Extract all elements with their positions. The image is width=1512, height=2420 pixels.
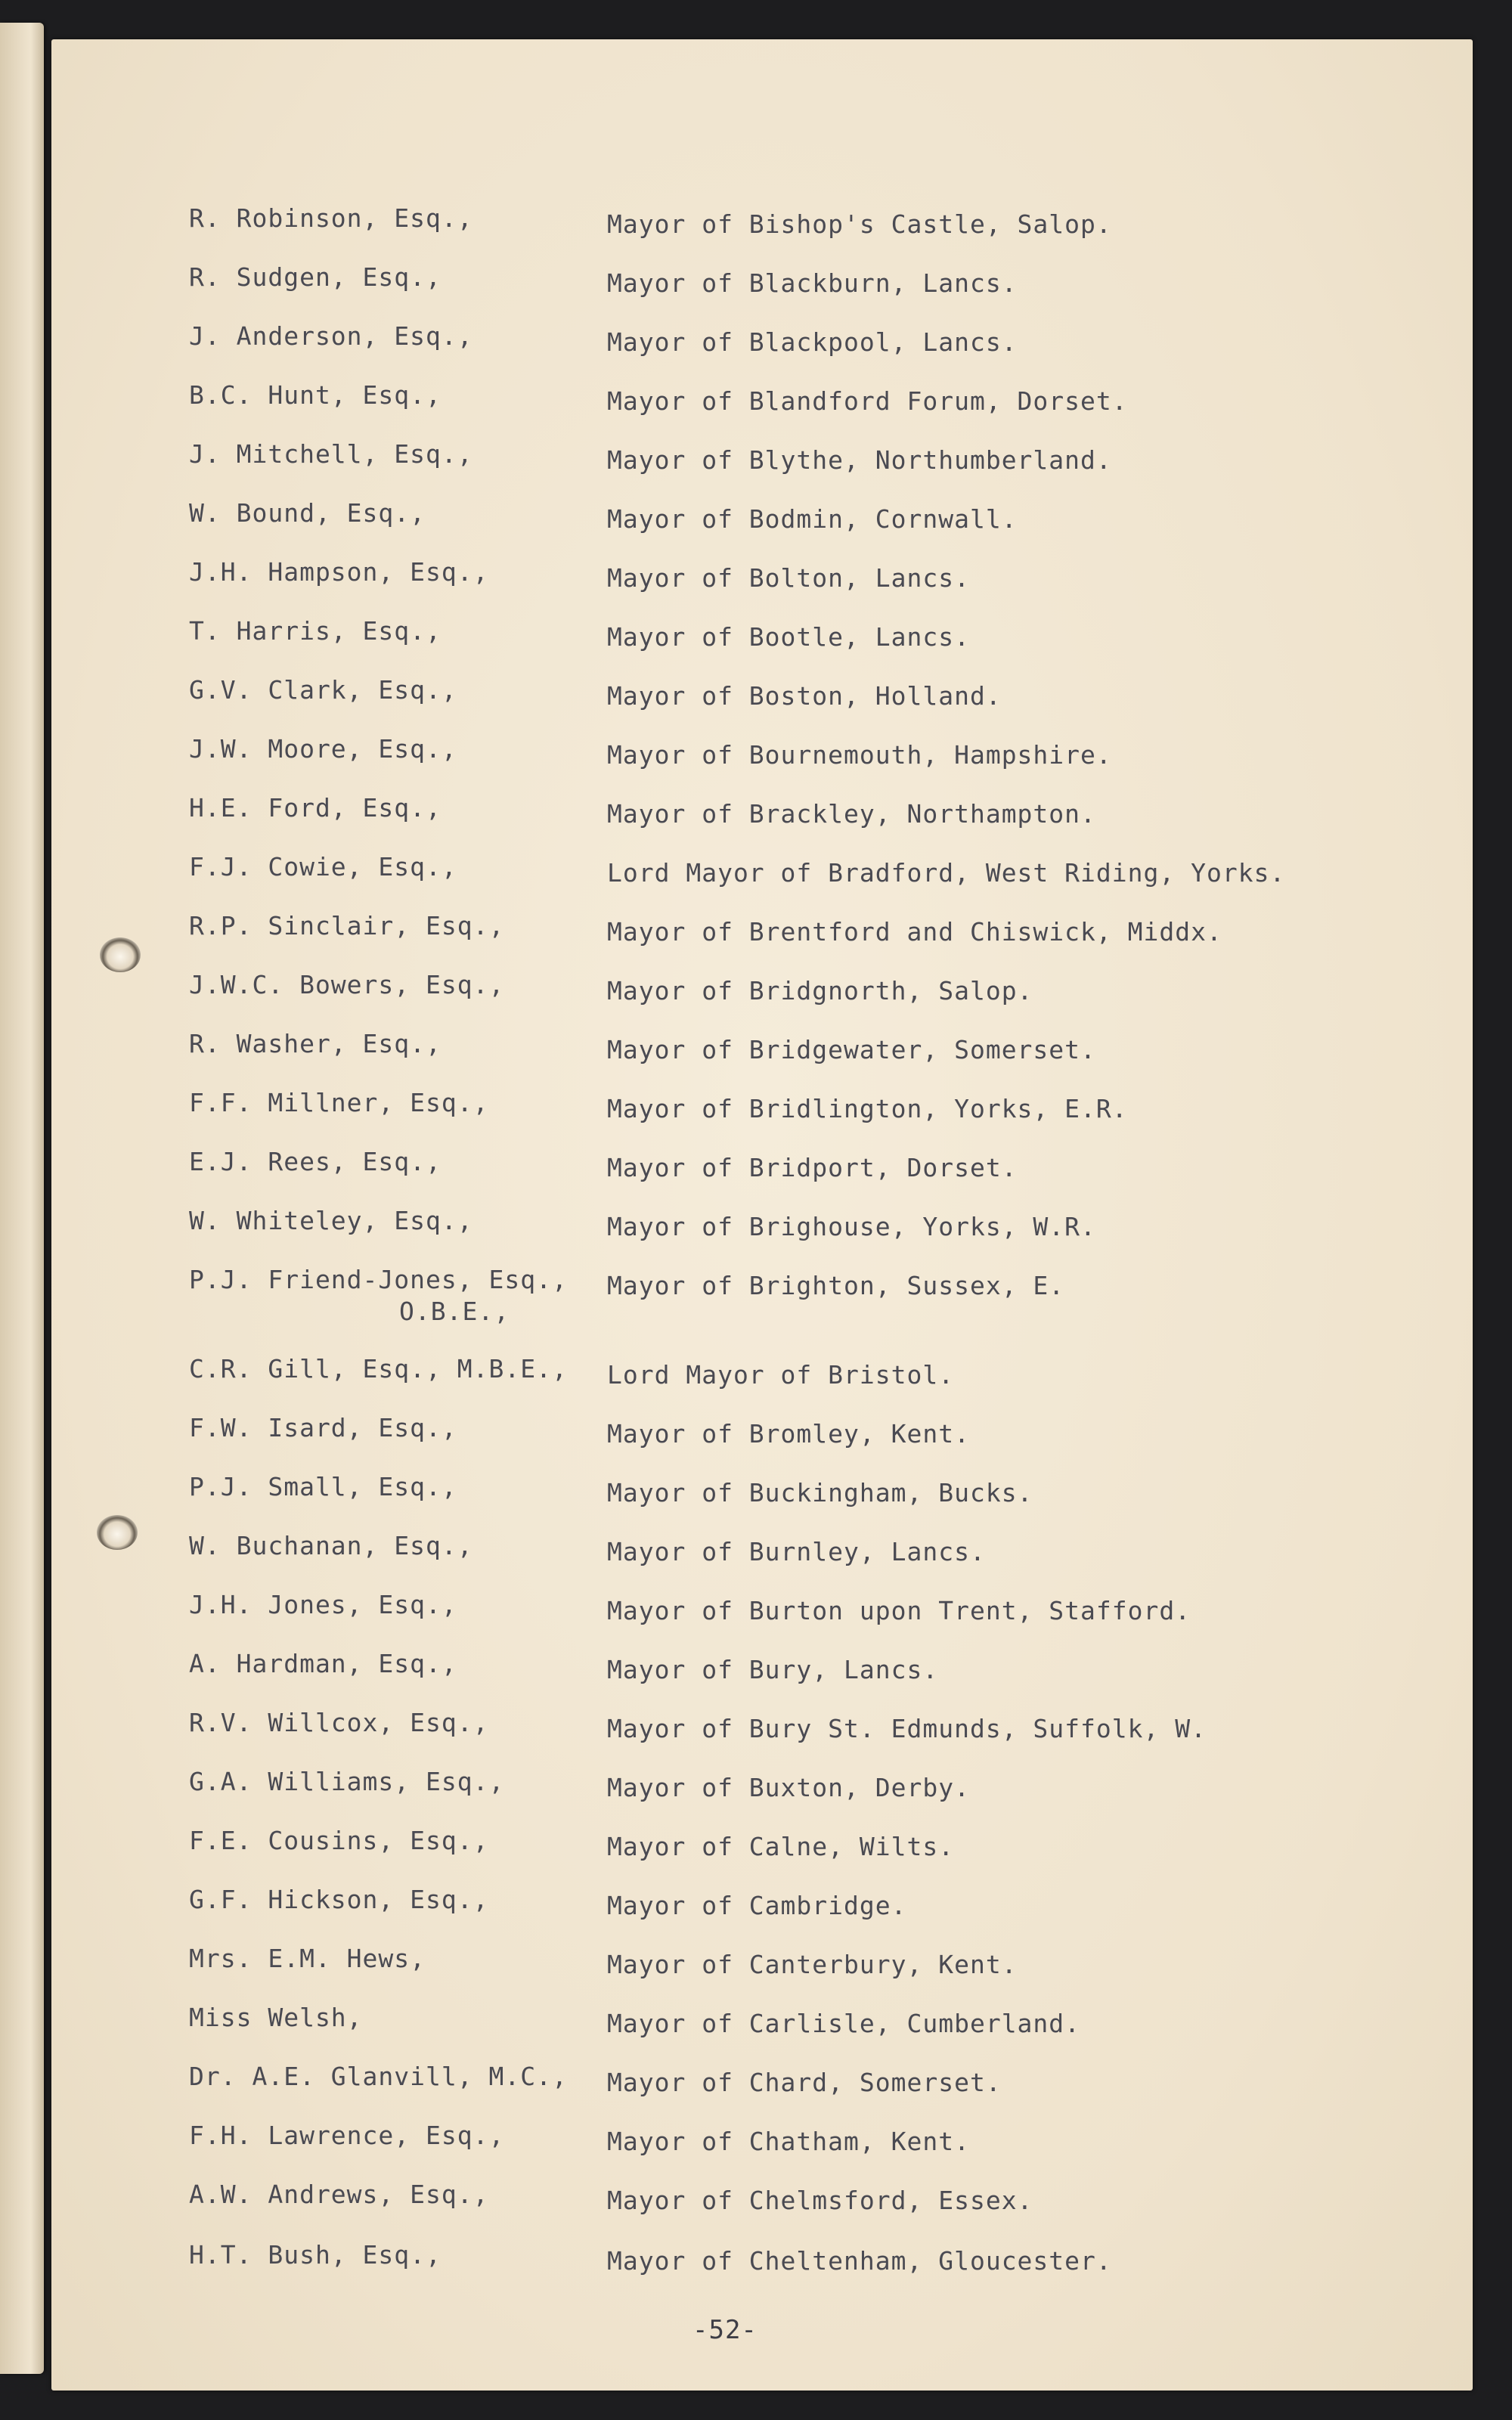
entry-name: W. Buchanan, Esq., — [189, 1531, 473, 1560]
entry-office: Mayor of Canterbury, Kent. — [607, 1950, 1018, 1979]
entry-office: Mayor of Blythe, Northumberland. — [607, 445, 1112, 475]
entry-office: Mayor of Bolton, Lancs. — [607, 563, 970, 593]
entry-name: G.A. Williams, Esq., — [189, 1767, 505, 1796]
entry-name: J.W.C. Bowers, Esq., — [189, 970, 505, 999]
entry-office: Mayor of Brentford and Chiswick, Middx. — [607, 917, 1222, 947]
entry-name: E.J. Rees, Esq., — [189, 1147, 442, 1176]
entry-office: Mayor of Bromley, Kent. — [607, 1419, 970, 1449]
entry-name: J.W. Moore, Esq., — [189, 734, 457, 764]
entry-office: Mayor of Brackley, Northampton. — [607, 799, 1096, 829]
previous-page-edge — [0, 23, 44, 2374]
entry-office: Mayor of Blandford Forum, Dorset. — [607, 386, 1128, 416]
entry-office: Mayor of Buxton, Derby. — [607, 1773, 970, 1802]
entry-office: Mayor of Cheltenham, Gloucester. — [607, 2246, 1112, 2276]
entry-office: Mayor of Bournemouth, Hampshire. — [607, 740, 1112, 770]
entry-office: Mayor of Chelmsford, Essex. — [607, 2186, 1033, 2215]
entry-name: R. Sudgen, Esq., — [189, 262, 442, 292]
punch-hole-icon — [100, 937, 141, 972]
entry-name: F.W. Isard, Esq., — [189, 1413, 457, 1442]
entry-office: Mayor of Carlisle, Cumberland. — [607, 2009, 1081, 2038]
entry-office: Lord Mayor of Bradford, West Riding, Yorks. — [607, 858, 1286, 888]
entry-name: G.V. Clark, Esq., — [189, 675, 457, 705]
entry-office: Mayor of Bury, Lancs. — [607, 1655, 939, 1684]
entry-name: R.V. Willcox, Esq., — [189, 1708, 489, 1737]
entry-name: T. Harris, Esq., — [189, 616, 442, 646]
entry-office: Mayor of Chard, Somerset. — [607, 2068, 1002, 2097]
entry-name: Dr. A.E. Glanvill, M.C., — [189, 2062, 568, 2091]
entry-office: Mayor of Bridlington, Yorks, E.R. — [607, 1094, 1128, 1123]
entry-name: H.T. Bush, Esq., — [189, 2240, 442, 2270]
entry-office: Mayor of Chatham, Kent. — [607, 2127, 970, 2156]
entry-office: Mayor of Bridgewater, Somerset. — [607, 1035, 1096, 1064]
entry-office: Mayor of Buckingham, Bucks. — [607, 1478, 1033, 1507]
entry-office: Mayor of Bodmin, Cornwall. — [607, 504, 1018, 534]
entry-name: G.F. Hickson, Esq., — [189, 1885, 489, 1914]
entry-name: C.R. Gill, Esq., M.B.E., — [189, 1354, 568, 1384]
entry-office: Mayor of Blackburn, Lancs. — [607, 268, 1018, 298]
entry-name: J. Mitchell, Esq., — [189, 439, 473, 469]
entry-office: Mayor of Boston, Holland. — [607, 681, 1002, 711]
entry-office: Mayor of Blackpool, Lancs. — [607, 327, 1018, 357]
entry-name: W. Whiteley, Esq., — [189, 1206, 473, 1235]
entry-name: Mrs. E.M. Hews, — [189, 1944, 426, 1973]
entry-name: Miss Welsh, — [189, 2003, 363, 2032]
entry-office: Mayor of Brighton, Sussex, E. — [607, 1271, 1065, 1300]
document-page — [51, 39, 1473, 2391]
entry-office: Mayor of Calne, Wilts. — [607, 1832, 955, 1861]
entry-office: Mayor of Bridport, Dorset. — [607, 1153, 1018, 1182]
entry-office: Mayor of Bishop's Castle, Salop. — [607, 209, 1112, 239]
entry-name: H.E. Ford, Esq., — [189, 793, 442, 823]
entry-name: F.J. Cowie, Esq., — [189, 852, 457, 882]
entry-name: F.H. Lawrence, Esq., — [189, 2121, 505, 2150]
entry-name: A.W. Andrews, Esq., — [189, 2180, 489, 2209]
entry-name: R. Robinson, Esq., — [189, 203, 473, 233]
entry-office: Mayor of Bury St. Edmunds, Suffolk, W. — [607, 1714, 1207, 1743]
entry-office: Lord Mayor of Bristol. — [607, 1360, 955, 1390]
entry-name: F.F. Millner, Esq., — [189, 1088, 489, 1117]
entry-office: Mayor of Bridgnorth, Salop. — [607, 976, 1033, 1005]
entry-name: J. Anderson, Esq., — [189, 321, 473, 351]
entry-name-continuation: O.B.E., — [399, 1297, 510, 1326]
page-number: -52- — [692, 2315, 758, 2345]
entry-office: Mayor of Bootle, Lancs. — [607, 622, 970, 652]
entry-name: B.C. Hunt, Esq., — [189, 380, 442, 410]
entry-office: Mayor of Cambridge. — [607, 1891, 907, 1920]
entry-office: Mayor of Burton upon Trent, Stafford. — [607, 1596, 1191, 1625]
entry-name: W. Bound, Esq., — [189, 498, 426, 528]
entry-name: R. Washer, Esq., — [189, 1029, 442, 1058]
entry-name: A. Hardman, Esq., — [189, 1649, 457, 1678]
entry-name: R.P. Sinclair, Esq., — [189, 911, 505, 940]
punch-hole-icon — [97, 1515, 138, 1550]
entry-name: P.J. Friend-Jones, Esq., — [189, 1265, 568, 1294]
entry-office: Mayor of Brighouse, Yorks, W.R. — [607, 1212, 1096, 1241]
entry-office: Mayor of Burnley, Lancs. — [607, 1537, 986, 1566]
entry-name: J.H. Hampson, Esq., — [189, 557, 489, 587]
entry-name: P.J. Small, Esq., — [189, 1472, 457, 1501]
entry-name: J.H. Jones, Esq., — [189, 1590, 457, 1619]
entry-name: F.E. Cousins, Esq., — [189, 1826, 489, 1855]
